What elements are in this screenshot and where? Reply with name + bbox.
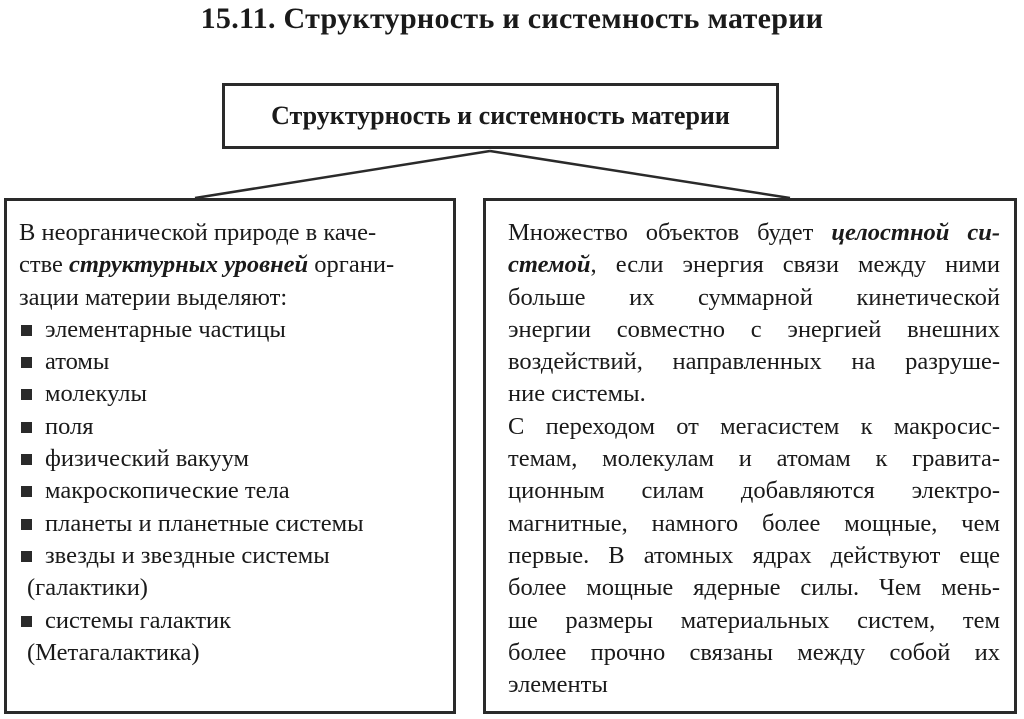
intro-text: органи- bbox=[308, 251, 395, 279]
page-title: 15.11. Структурность и системность материи bbox=[200, 2, 824, 35]
intro-line: зации материи выделяют: bbox=[19, 283, 288, 311]
list-item bbox=[19, 346, 439, 378]
square-bullet-icon bbox=[21, 454, 32, 465]
list-item bbox=[19, 443, 439, 475]
square-bullet-icon bbox=[21, 325, 32, 336]
list-item bbox=[19, 508, 439, 540]
list-item bbox=[19, 540, 439, 572]
list-item bbox=[19, 314, 439, 346]
paragraph-text: , если энергия связи между ними bbox=[590, 251, 1000, 279]
list-item-text: молекулы bbox=[45, 380, 147, 408]
structural-levels-intro bbox=[19, 217, 439, 314]
structural-levels-box bbox=[4, 198, 456, 714]
integral-system-term: целостной си- bbox=[831, 219, 1001, 246]
square-bullet-icon bbox=[21, 486, 32, 497]
square-bullet-icon bbox=[21, 616, 32, 627]
connector-to-left-box bbox=[195, 151, 490, 198]
paragraph-line: ние системы. bbox=[508, 380, 646, 408]
paragraph-line: магнитные, намного более мощные, чем bbox=[508, 509, 1000, 537]
paragraph-line: более мощные ядерные силы. Чем мень- bbox=[508, 574, 1000, 602]
square-bullet-icon bbox=[21, 551, 32, 562]
list-item-text: поля bbox=[45, 412, 94, 440]
list-item-text: макроскопические тела bbox=[45, 477, 290, 505]
list-item-text: звезды и звездные системы bbox=[45, 541, 330, 569]
top-concept-title: Структурность и системность материи bbox=[271, 101, 730, 130]
list-item bbox=[19, 411, 439, 443]
list-item bbox=[19, 605, 439, 637]
paragraph-line: больше их суммарной кинетической bbox=[508, 283, 1000, 311]
paragraph-line: первые. В атомных ядрах действуют еще bbox=[508, 541, 1000, 569]
paragraph-line: ционным силам добавляются электро- bbox=[508, 477, 1000, 505]
list-item-text: системы галактик bbox=[45, 606, 232, 634]
paragraph-line: воздействий, направленных на разруше- bbox=[508, 348, 1000, 376]
intro-text: стве bbox=[19, 251, 70, 279]
list-item bbox=[19, 378, 439, 410]
list-item bbox=[19, 475, 439, 507]
integral-system-box bbox=[483, 198, 1017, 714]
paragraph-text: Множество объектов будет bbox=[508, 219, 832, 246]
list-item-text: элементарные частицы bbox=[45, 315, 286, 343]
paragraph-line: более прочно связаны между собой их bbox=[508, 638, 1000, 666]
paragraph-line: темам, молекулам и атомам к гравита- bbox=[508, 445, 1000, 473]
paragraph-line: элементы bbox=[508, 671, 608, 699]
structural-levels-term: структурных уровней bbox=[69, 251, 309, 279]
paragraph-line: С переходом от мегасистем к макросис- bbox=[508, 412, 1000, 440]
list-item-text: атомы bbox=[45, 348, 110, 376]
paragraph-line bbox=[508, 249, 1000, 281]
paragraph-line: энергии совместно с энергией внешних bbox=[508, 315, 1000, 343]
list-item-text: физический вакуум bbox=[45, 445, 250, 473]
connector-to-right-box bbox=[490, 151, 790, 198]
intro-line bbox=[19, 249, 439, 281]
list-item-text: планеты и планетные системы bbox=[45, 509, 364, 537]
integral-system-term: стемой bbox=[508, 251, 591, 279]
paragraph-line: ше размеры материальных систем, тем bbox=[508, 606, 1000, 634]
list-item-continuation: (галактики) bbox=[27, 574, 148, 602]
list-item-continuation: (Метагалактика) bbox=[27, 638, 200, 666]
intro-line: В неорганической природе в каче- bbox=[19, 219, 377, 246]
square-bullet-icon bbox=[21, 357, 32, 368]
integral-system-definition bbox=[508, 217, 1000, 411]
square-bullet-icon bbox=[21, 422, 32, 433]
top-concept-box bbox=[222, 83, 779, 149]
square-bullet-icon bbox=[21, 519, 32, 530]
structural-levels-list bbox=[19, 314, 439, 669]
square-bullet-icon bbox=[21, 389, 32, 400]
paragraph-line bbox=[508, 217, 1000, 249]
forces-paragraph bbox=[508, 411, 1000, 702]
